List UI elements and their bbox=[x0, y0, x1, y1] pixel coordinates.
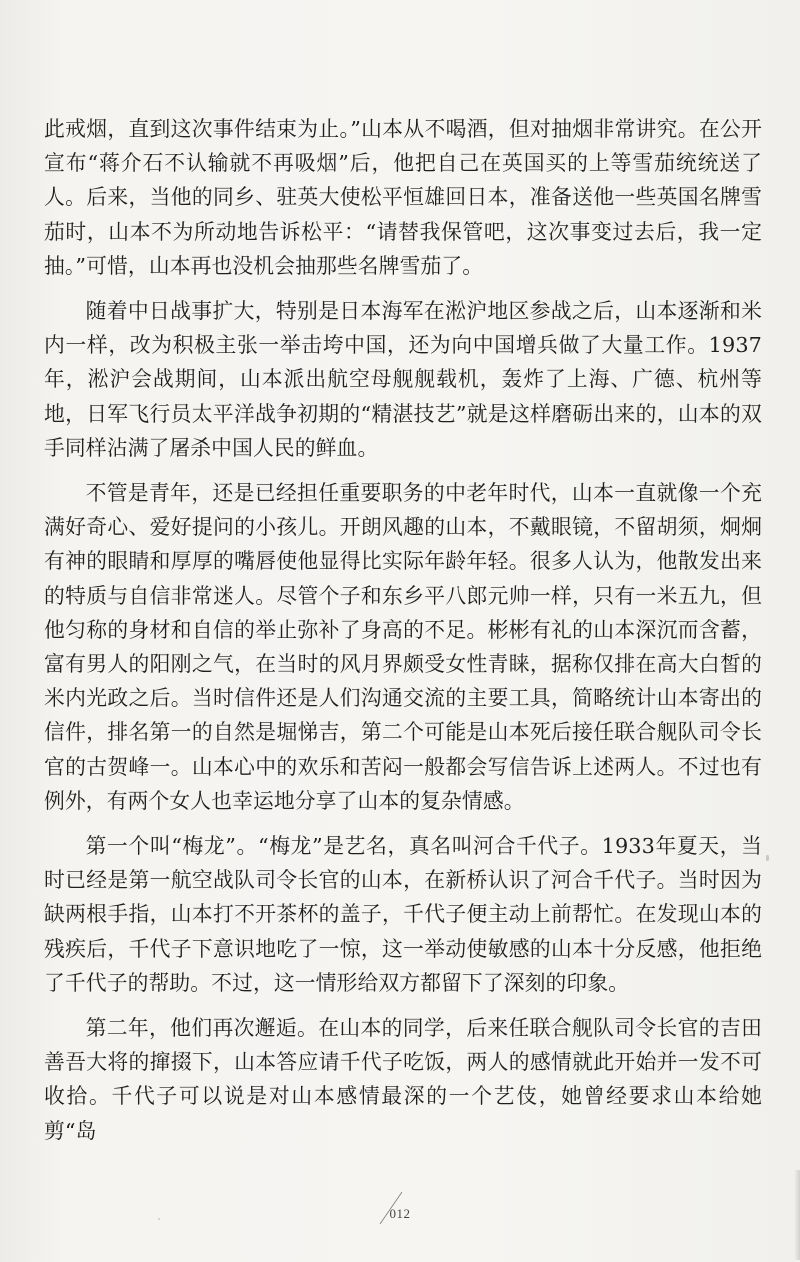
paragraph-3: 不管是青年，还是已经担任重要职务的中老年时代，山本一直就像一个充满好奇心、爱好提问的小孩儿。开朗风趣的山本，不戴眼镜，不留胡须，炯炯有神的眼睛和厚厚的嘴唇使他显得比实际年龄年轻。很多人认为，他散发出来的特质与自信非常迷人。尽管个子和东乡平八郎元帅一样，只有一米五九，但他匀称的身材和自信的举止弥补了身高的不足。彬彬有礼的山本深沉而含蓄，富有男人的阳刚之气，在当时的风月界颇受女性青睐，据称仅排在高大白皙的米内光政之后。当时信件还是人们沟通交流的主要工具，简略统计山本寄出的信件，排名第一的自然是堀悌吉，第二个可能是山本死后接任联合舰队司令长官的古贺峰一。山本心中的欢乐和苦闷一般都会写信告诉上述两人。不过也有例外，有两个女人也幸运地分享了山本的复杂情感。 bbox=[44, 481, 762, 813]
paragraph-1: 此戒烟，直到这次事件结束为止。”山本从不喝酒，但对抽烟非常讲究。在公开宣布“蒋介石不认输就不再吸烟”后，他把自己在英国买的上等雪茄统统送了人。后来，当他的同乡、驻英大使松平恒雄回日本，准备送他一些英国名牌雪茄时，山本不为所动地告诉松平：“请替我保管吧，这次事变过去后，我一定抽。”可惜，山本再也没机会抽那些名牌雪茄了。 bbox=[44, 117, 762, 278]
page-edge-shadow bbox=[794, 1170, 800, 1260]
paragraph-2: 随着中日战事扩大，特别是日本海军在淞沪地区参战之后，山本逐渐和米内一样，改为积极主张一举击垮中国，还为向中国增兵做了大量工作。1937年，淞沪会战期间，山本派出航空母舰舰载机，轰炸了上海、广德、杭州等地，日军飞行员太平洋战争初期的“精湛技艺”就是这样磨砺出来的，山本的双手同样沾满了屠杀中国人民的鲜血。 bbox=[44, 299, 762, 460]
page-number: 012 bbox=[389, 1206, 411, 1221]
scan-speck bbox=[158, 1218, 160, 1220]
paragraph-5: 第二年，他们再次邂逅。在山本的同学，后来任联合舰队司令长官的吉田善吾大将的撺掇下，山本答应请千代子吃饭，两人的感情就此开始并一发不可收拾。千代子可以说是对山本感情最深的一个艺伎，她曾经要求山本给她剪“岛 bbox=[44, 1016, 762, 1143]
scan-speck bbox=[766, 855, 769, 861]
body-text bbox=[44, 112, 762, 1148]
paragraph-4: 第一个叫“梅龙”。“梅龙”是艺名，真名叫河合千代子。1933年夏天，当时已经是第一航空战队司令长官的山本，在新桥认识了河合千代子。当时因为缺两根手指，山本打不开茶杯的盖子，千代子便主动上前帮忙。在发现山本的残疾后，千代子下意识地吃了一惊，这一举动使敏感的山本十分反感，他拒绝了千代子的帮助。不过，这一情形给双方都留下了深刻的印象。 bbox=[44, 834, 762, 995]
